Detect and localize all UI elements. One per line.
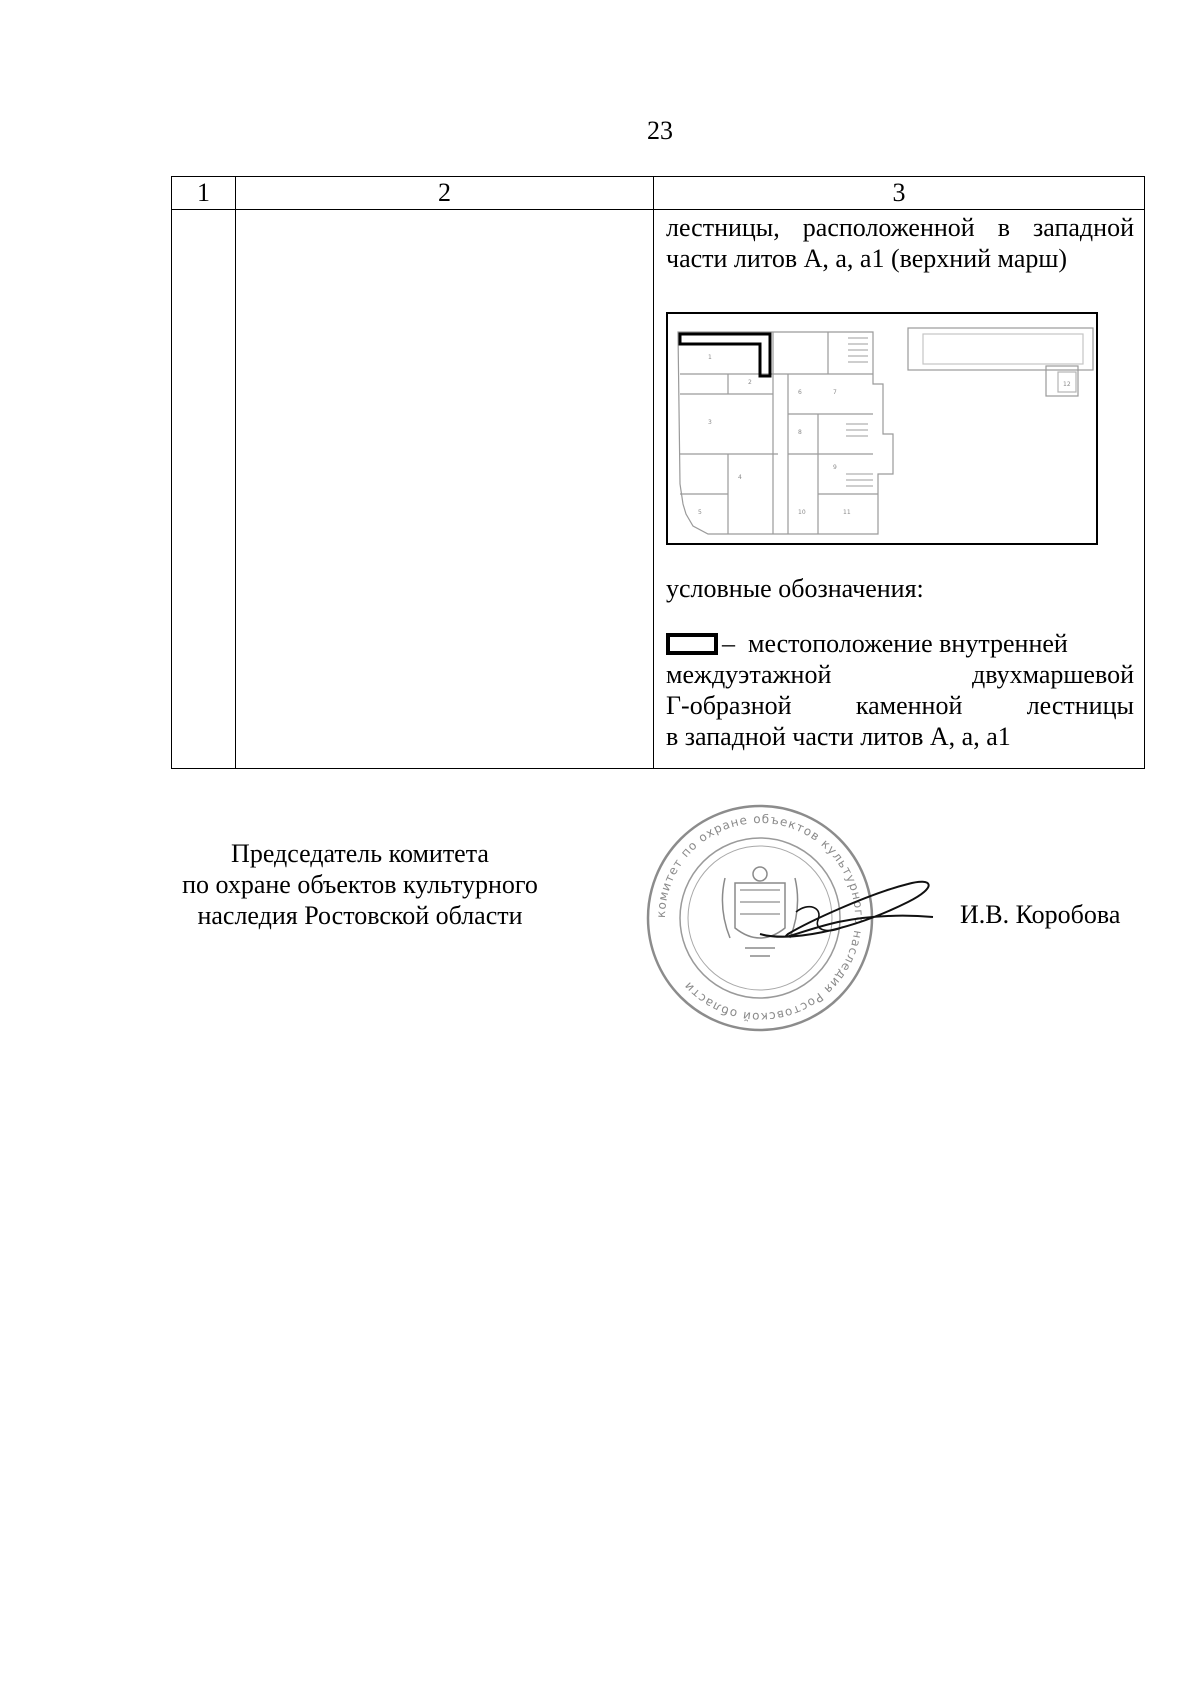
svg-text:7: 7 (833, 389, 837, 396)
floor-plan-image (666, 312, 1098, 545)
svg-text:9: 9 (833, 464, 837, 471)
legend-rectangle-icon (666, 633, 718, 655)
table-cell-3 (654, 210, 1145, 769)
legend-line-1 (666, 628, 1134, 659)
legend-line-3 (666, 690, 1134, 721)
floor-plan-drawing (668, 314, 1096, 543)
signatory-title-line-3: наследия Ростовской области (197, 901, 523, 930)
legend-line-2 (666, 659, 1134, 690)
svg-text:комитет по охране объектов кул: комитет по охране объектов культурного наследия Ростовской области (653, 811, 867, 1025)
table-header-cell-2: 2 (236, 177, 654, 210)
table-header-cell-3: 3 (654, 177, 1145, 210)
table-cell-1 (172, 210, 236, 769)
svg-text:12: 12 (1063, 381, 1071, 388)
svg-text:11: 11 (843, 509, 851, 516)
legend-dash: – (722, 629, 735, 658)
table-header-cell-1: 1 (172, 177, 236, 210)
svg-text:2: 2 (748, 379, 752, 386)
legend-item (666, 628, 1134, 752)
svg-text:5: 5 (698, 509, 702, 516)
table-row (172, 210, 1145, 769)
handwritten-signature (748, 872, 948, 962)
svg-text:6: 6 (798, 389, 802, 396)
description-text: лестницы, расположенной в западной части литов А, а, а1 (верхний марш) (666, 213, 1134, 273)
svg-text:4: 4 (738, 474, 742, 481)
page-number: 23 (647, 116, 673, 145)
svg-text:3: 3 (708, 419, 712, 426)
legend-text-2b: двухмаршевой (971, 660, 1134, 689)
legend-text-1: местоположение внутренней (748, 629, 1068, 658)
legend-line-4: в западной части литов А, а, а1 (666, 722, 1011, 751)
legend-text-3a: Г-образной (666, 691, 792, 720)
legend-title: условные обозначения: (666, 574, 924, 603)
signatory-name: И.В. Коробова (960, 900, 1121, 929)
signatory-title (150, 838, 570, 931)
legend-text-2a: междуэтажной (666, 660, 832, 689)
table-header-row (172, 177, 1145, 210)
svg-text:1: 1 (708, 354, 712, 361)
legend-text-3c: лестницы (1026, 691, 1134, 720)
content-table (171, 176, 1145, 769)
signatory-title-line-2: по охране объектов культурного (182, 870, 538, 899)
svg-text:10: 10 (798, 509, 806, 516)
svg-text:8: 8 (798, 429, 802, 436)
table-cell-2 (236, 210, 654, 769)
legend-text-3b: каменной (855, 691, 963, 720)
signatory-title-line-1: Председатель комитета (231, 839, 489, 868)
